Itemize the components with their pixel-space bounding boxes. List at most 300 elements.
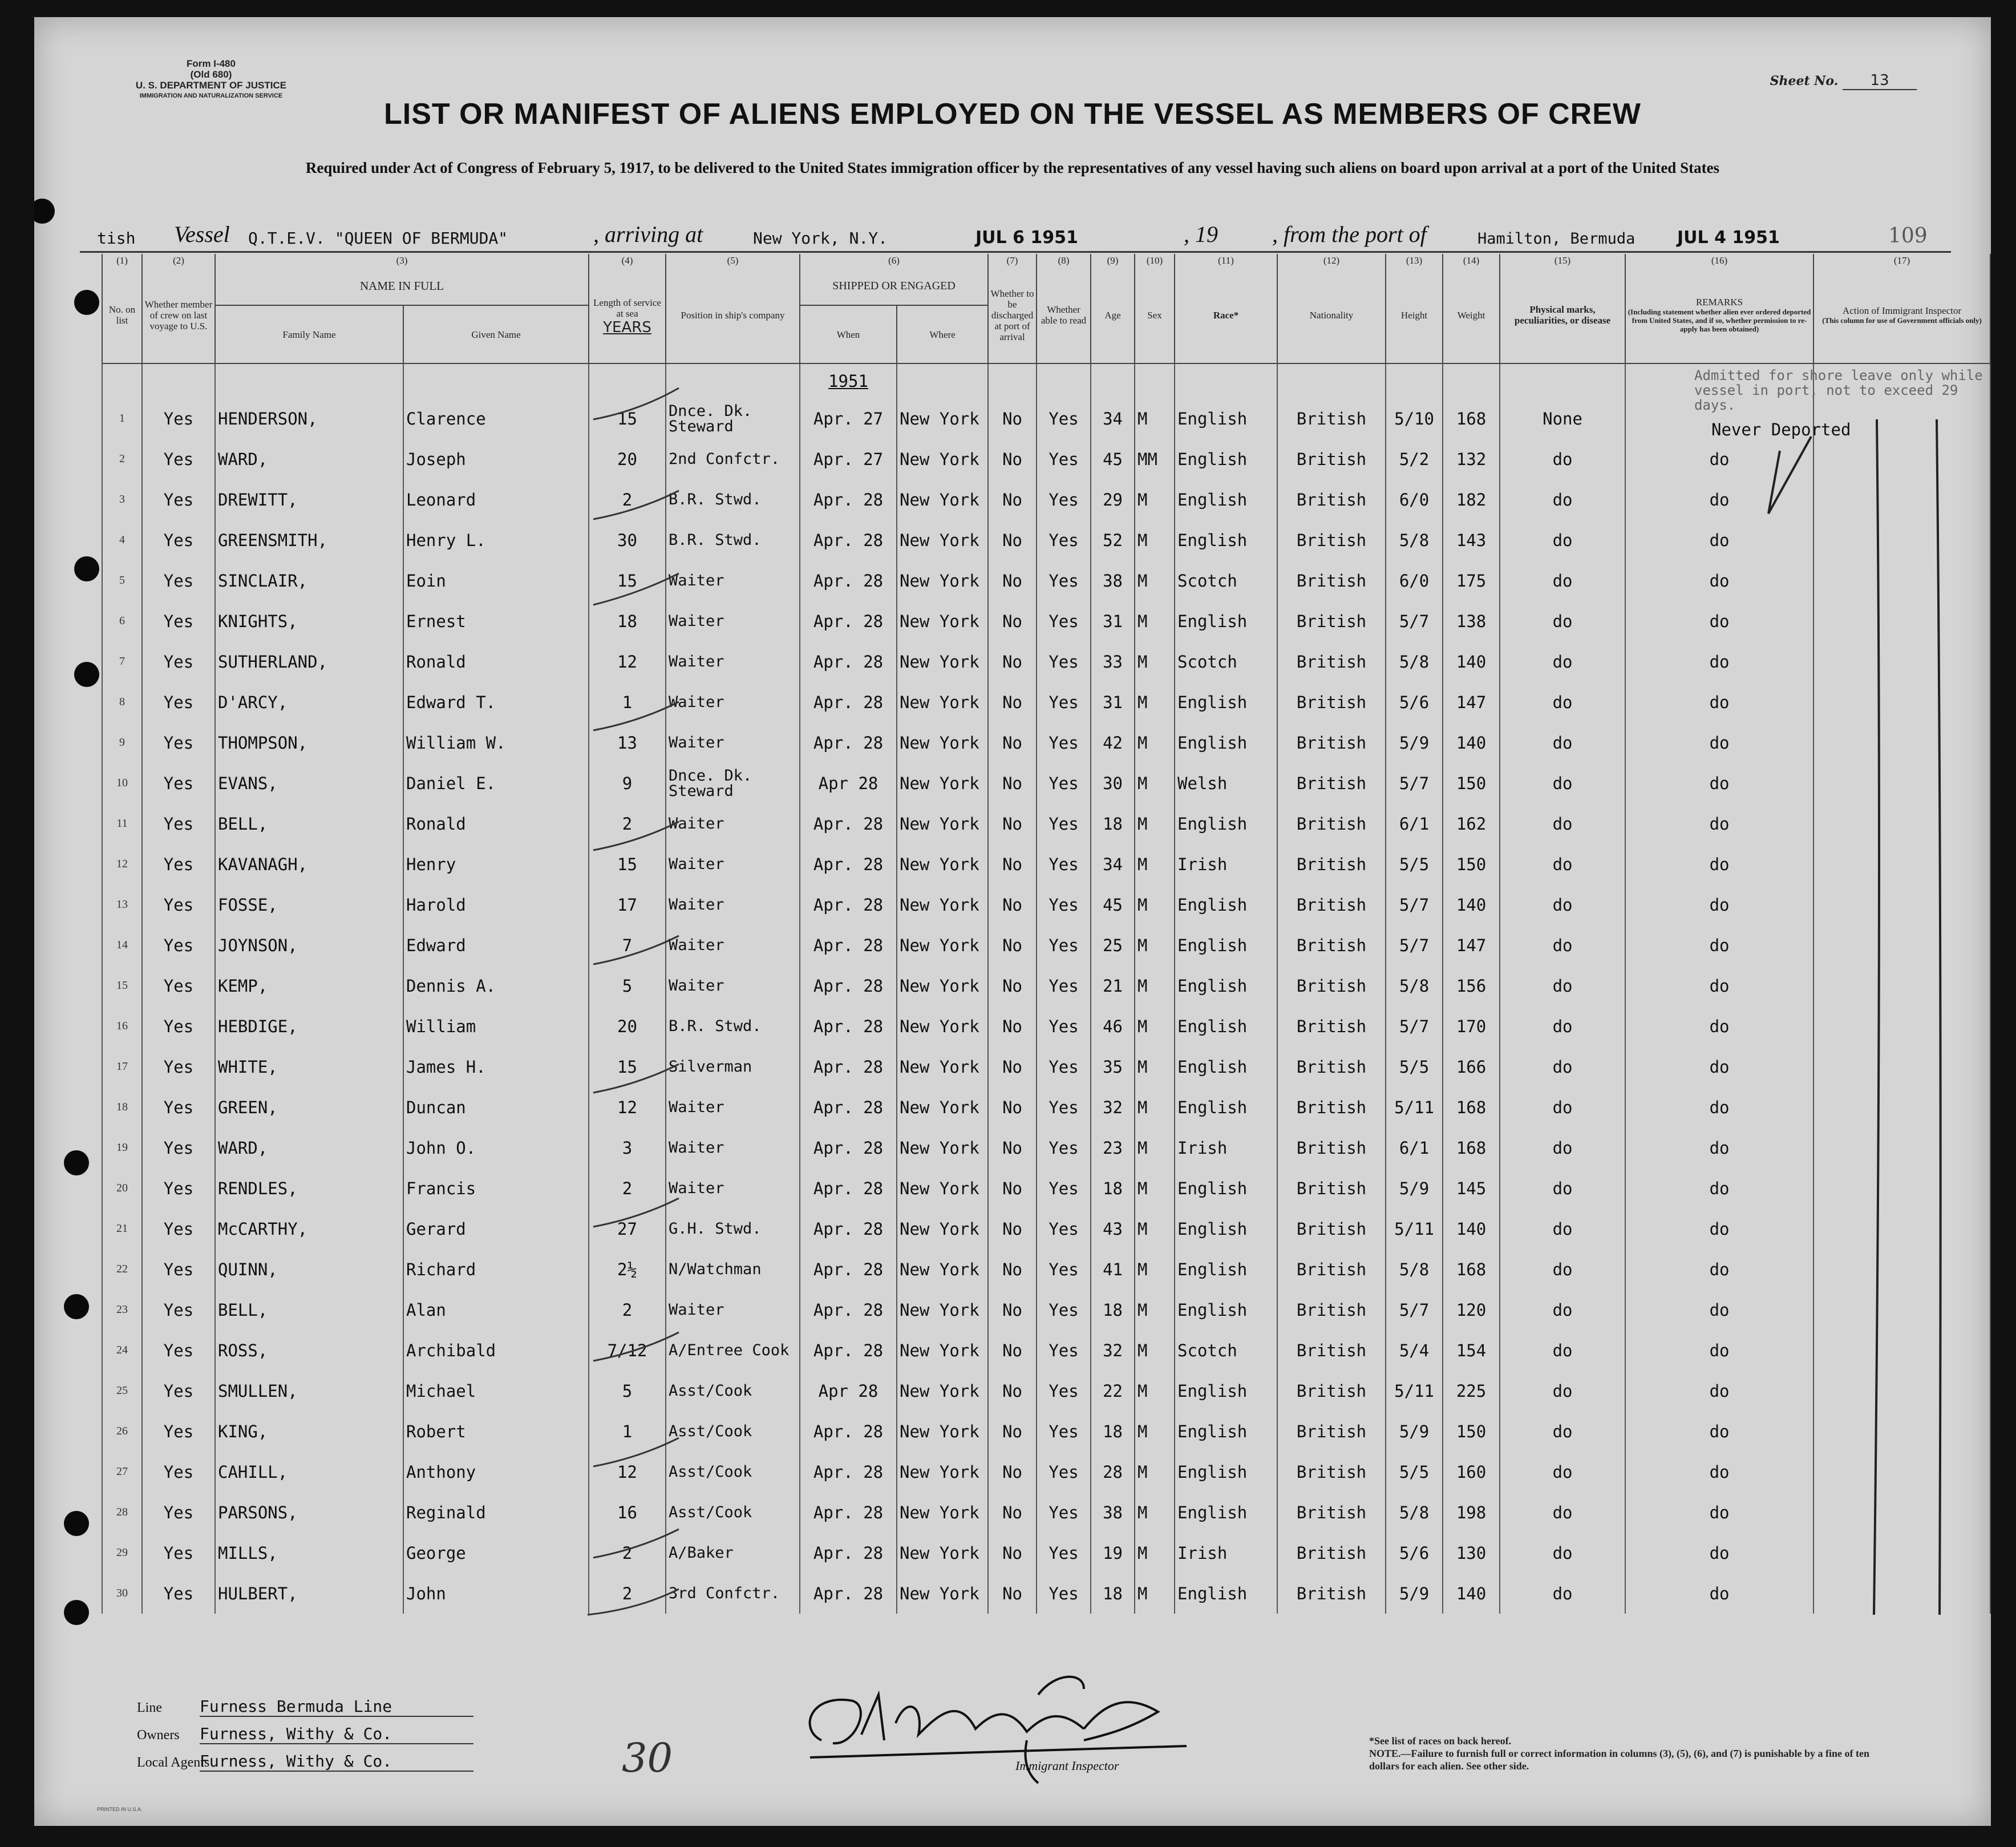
family-name: HEBDIGE, (215, 1006, 403, 1046)
shipped-when: Apr. 28 (800, 1411, 897, 1452)
crew-row (102, 601, 1990, 641)
position: Waiter (666, 965, 800, 1006)
shipped-when: Apr 28 (800, 763, 897, 803)
shipped-when: Apr. 28 (800, 1006, 897, 1046)
able-to-read: Yes (1037, 844, 1091, 884)
position: Dnce. Dk. Steward (666, 398, 800, 439)
able-to-read: Yes (1037, 1492, 1091, 1533)
crew-status: Yes (142, 1249, 215, 1290)
physical-marks: do (1500, 1290, 1625, 1330)
weight: 168 (1443, 398, 1500, 439)
crew-status: Yes (142, 1087, 215, 1127)
discharged: No (988, 1127, 1037, 1168)
nationality: British (1277, 722, 1386, 763)
family-name: McCARTHY, (215, 1209, 403, 1249)
discharged: No (988, 1249, 1037, 1290)
crew-row (102, 1371, 1990, 1411)
service-years: 2 (589, 1573, 666, 1614)
physical-marks: do (1500, 682, 1625, 722)
sex: M (1135, 520, 1175, 560)
able-to-read: Yes (1037, 479, 1091, 520)
race: English (1175, 1452, 1277, 1492)
position: Waiter (666, 682, 800, 722)
given-name: John (403, 1573, 589, 1614)
shipped-where: New York (897, 763, 988, 803)
nationality: British (1277, 803, 1386, 844)
height: 5/11 (1386, 1371, 1443, 1411)
age: 31 (1091, 682, 1135, 722)
service-years: 2 (589, 1168, 666, 1209)
position: Waiter (666, 844, 800, 884)
age: 25 (1091, 925, 1135, 965)
shipped-where: New York (897, 1290, 988, 1330)
weight: 140 (1443, 641, 1500, 682)
shipped-where: New York (897, 1209, 988, 1249)
inspector-action (1813, 1046, 1990, 1087)
crew-status: Yes (142, 398, 215, 439)
race: English (1175, 1209, 1277, 1249)
shipped-when: Apr. 28 (800, 1452, 897, 1492)
physical-marks: do (1500, 1411, 1625, 1452)
crew-status: Yes (142, 1209, 215, 1249)
punch-hole (74, 662, 99, 687)
inspector-action (1813, 763, 1990, 803)
position: Dnce. Dk. Steward (666, 763, 800, 803)
sex: M (1135, 398, 1175, 439)
height: 5/7 (1386, 763, 1443, 803)
col-height-header: Height (1386, 267, 1443, 363)
sex: M (1135, 682, 1175, 722)
remarks: do (1625, 682, 1813, 722)
physical-marks: do (1500, 1452, 1625, 1492)
family-name: KING, (215, 1411, 403, 1452)
age: 28 (1091, 1452, 1135, 1492)
nationality: British (1277, 1127, 1386, 1168)
height: 6/1 (1386, 803, 1443, 844)
given-name: Michael (403, 1371, 589, 1411)
shipped-when: Apr. 28 (800, 1209, 897, 1249)
line-label: Line (137, 1700, 162, 1715)
family-name: MILLS, (215, 1533, 403, 1573)
race: English (1175, 682, 1277, 722)
race: English (1175, 1411, 1277, 1452)
position: N/Watchman (666, 1249, 800, 1290)
inspector-action (1813, 682, 1990, 722)
weight: 168 (1443, 1127, 1500, 1168)
shipped-when: Apr. 28 (800, 641, 897, 682)
age: 19 (1091, 1533, 1135, 1573)
race: English (1175, 925, 1277, 965)
service-years: 5 (589, 965, 666, 1006)
weight: 143 (1443, 520, 1500, 560)
physical-marks: do (1500, 520, 1625, 560)
crew-status: Yes (142, 1330, 215, 1371)
given-name: William (403, 1006, 589, 1046)
given-name: Francis (403, 1168, 589, 1209)
position: Waiter (666, 641, 800, 682)
height: 5/7 (1386, 884, 1443, 925)
sex: M (1135, 925, 1175, 965)
row-number: 7 (102, 641, 142, 682)
shipped-where: New York (897, 1371, 988, 1411)
col-position-header: Position in ship's company (666, 267, 800, 363)
nationality: British (1277, 1168, 1386, 1209)
age: 18 (1091, 1573, 1135, 1614)
line-value: Furness Bermuda Line (200, 1697, 473, 1717)
crew-row (102, 1573, 1990, 1614)
position: Waiter (666, 601, 800, 641)
sex: M (1135, 1573, 1175, 1614)
owners-value: Furness, Withy & Co. (200, 1724, 473, 1744)
shipped-where: New York (897, 439, 988, 479)
nationality: British (1277, 1249, 1386, 1290)
able-to-read: Yes (1037, 1371, 1091, 1411)
shipped-when: Apr. 28 (800, 965, 897, 1006)
given-name: Leonard (403, 479, 589, 520)
height: 5/7 (1386, 1290, 1443, 1330)
able-to-read: Yes (1037, 1168, 1091, 1209)
col-remarks-header (1625, 267, 1813, 363)
inspector-action (1813, 1371, 1990, 1411)
crew-status: Yes (142, 965, 215, 1006)
row-number: 25 (102, 1371, 142, 1411)
position: Waiter (666, 1290, 800, 1330)
height: 5/4 (1386, 1330, 1443, 1371)
physical-marks: do (1500, 560, 1625, 601)
family-name: BELL, (215, 803, 403, 844)
sex: M (1135, 763, 1175, 803)
col-name-header: NAME IN FULL (215, 267, 589, 305)
col-family-name-header: Family Name (215, 305, 403, 363)
shipped-where: New York (897, 682, 988, 722)
col-age-header: Age (1091, 267, 1135, 363)
remarks: do (1625, 641, 1813, 682)
crew-status: Yes (142, 682, 215, 722)
inspector-action (1813, 601, 1990, 641)
nationality: British (1277, 965, 1386, 1006)
col-race-header: Race* (1175, 267, 1277, 363)
inspector-action (1813, 1087, 1990, 1127)
arrival-port: New York, N.Y. (753, 229, 888, 248)
able-to-read: Yes (1037, 520, 1091, 560)
remarks: do (1625, 1209, 1813, 1249)
inspector-signature (787, 1660, 1198, 1786)
crew-row (102, 1290, 1990, 1330)
punch-hole (34, 199, 55, 224)
physical-marks: do (1500, 884, 1625, 925)
shipped-where: New York (897, 884, 988, 925)
remarks: do (1625, 722, 1813, 763)
family-name: KNIGHTS, (215, 601, 403, 641)
given-name: John O. (403, 1127, 589, 1168)
physical-marks: do (1500, 1533, 1625, 1573)
remarks: do (1625, 560, 1813, 601)
row-number: 6 (102, 601, 142, 641)
row-number: 22 (102, 1249, 142, 1290)
col-4-number: (4) (589, 254, 666, 267)
height: 6/1 (1386, 1127, 1443, 1168)
family-name: KEMP, (215, 965, 403, 1006)
sex: M (1135, 1209, 1175, 1249)
weight: 162 (1443, 803, 1500, 844)
race: English (1175, 439, 1277, 479)
family-name: WHITE, (215, 1046, 403, 1087)
row-number: 5 (102, 560, 142, 601)
position: B.R. Stwd. (666, 520, 800, 560)
race: Scotch (1175, 560, 1277, 601)
never-deported-remark: Never Deported (1711, 420, 1851, 439)
family-name: RENDLES, (215, 1168, 403, 1209)
column-header-row (102, 267, 1990, 305)
height: 5/6 (1386, 682, 1443, 722)
col-7-number: (7) (988, 254, 1037, 267)
able-to-read: Yes (1037, 925, 1091, 965)
able-to-read: Yes (1037, 1127, 1091, 1168)
col-action-header (1813, 267, 1990, 363)
nationality: British (1277, 641, 1386, 682)
given-name: Robert (403, 1411, 589, 1452)
sex: M (1135, 1127, 1175, 1168)
shipped-when: Apr. 28 (800, 520, 897, 560)
family-name: SINCLAIR, (215, 560, 403, 601)
physical-marks: do (1500, 1249, 1625, 1290)
crew-row (102, 1087, 1990, 1127)
family-name: SUTHERLAND, (215, 641, 403, 682)
service-years: 12 (589, 1087, 666, 1127)
crew-status: Yes (142, 1127, 215, 1168)
given-name: Edward T. (403, 682, 589, 722)
col-nationality-header: Nationality (1277, 267, 1386, 363)
nationality: British (1277, 1046, 1386, 1087)
agents-row (137, 1747, 536, 1774)
row-number: 4 (102, 520, 142, 560)
race: English (1175, 1371, 1277, 1411)
position: Waiter (666, 1087, 800, 1127)
position: Silverman (666, 1046, 800, 1087)
physical-marks: do (1500, 803, 1625, 844)
discharged: No (988, 439, 1037, 479)
height: 5/9 (1386, 1411, 1443, 1452)
row-number: 13 (102, 884, 142, 925)
weight: 130 (1443, 1533, 1500, 1573)
able-to-read: Yes (1037, 601, 1091, 641)
discharged: No (988, 1411, 1037, 1452)
able-to-read: Yes (1037, 439, 1091, 479)
column-number-row (102, 254, 1990, 267)
given-name: Ernest (403, 601, 589, 641)
sex: M (1135, 1533, 1175, 1573)
given-name: George (403, 1533, 589, 1573)
crew-status: Yes (142, 439, 215, 479)
col-5-number: (5) (666, 254, 800, 267)
row-number: 21 (102, 1209, 142, 1249)
inspector-action (1813, 803, 1990, 844)
row-number: 15 (102, 965, 142, 1006)
shipped-when: Apr. 28 (800, 479, 897, 520)
shipped-when: Apr. 27 (800, 398, 897, 439)
col-17-number: (17) (1813, 254, 1990, 267)
age: 21 (1091, 965, 1135, 1006)
inspector-action (1813, 1127, 1990, 1168)
crew-row (102, 560, 1990, 601)
weight: 140 (1443, 884, 1500, 925)
physical-marks: do (1500, 1492, 1625, 1533)
year-marker: 1951 (800, 363, 897, 398)
service-years: 1 (589, 1411, 666, 1452)
age: 33 (1091, 641, 1135, 682)
remarks: do (1625, 1411, 1813, 1452)
race: Scotch (1175, 641, 1277, 682)
sex: M (1135, 722, 1175, 763)
sex: M (1135, 560, 1175, 601)
physical-marks: do (1500, 601, 1625, 641)
remarks: do (1625, 1573, 1813, 1614)
inspector-action (1813, 1209, 1990, 1249)
able-to-read: Yes (1037, 803, 1091, 844)
row-number: 2 (102, 439, 142, 479)
departure-date-stamp: JUL 4 1951 (1677, 228, 1780, 248)
able-to-read: Yes (1037, 1533, 1091, 1573)
nationality: British (1277, 520, 1386, 560)
shore-leave-remark: Admitted for shore leave only while vessel in port, not to exceed 29 days. (1694, 367, 1983, 413)
races-note: *See list of races on back hereof. (1369, 1735, 1512, 1747)
punch-hole (74, 290, 99, 315)
crew-status: Yes (142, 479, 215, 520)
shipped-where: New York (897, 722, 988, 763)
age: 32 (1091, 1087, 1135, 1127)
service-years: 9 (589, 763, 666, 803)
race: English (1175, 1168, 1277, 1209)
crew-status: Yes (142, 1573, 215, 1614)
height: 5/7 (1386, 925, 1443, 965)
crew-row (102, 965, 1990, 1006)
service-years: 27 (589, 1209, 666, 1249)
service-years: 2½ (589, 1249, 666, 1290)
col-service-label: Length of service at sea (593, 297, 661, 319)
discharged: No (988, 844, 1037, 884)
crew-rows (102, 363, 1990, 1614)
row-number: 3 (102, 479, 142, 520)
crew-status: Yes (142, 1046, 215, 1087)
inspector-action (1813, 965, 1990, 1006)
col-read-header: Whether able to read (1037, 267, 1091, 363)
punch-hole (64, 1294, 89, 1319)
race: English (1175, 965, 1277, 1006)
remarks: do (1625, 1533, 1813, 1573)
shipped-where: New York (897, 641, 988, 682)
row-number: 12 (102, 844, 142, 884)
row-number: 9 (102, 722, 142, 763)
punch-hole (64, 1600, 89, 1625)
able-to-read: Yes (1037, 398, 1091, 439)
weight: 166 (1443, 1046, 1500, 1087)
shipped-where: New York (897, 1533, 988, 1573)
discharged: No (988, 560, 1037, 601)
nationality: British (1277, 1006, 1386, 1046)
age: 18 (1091, 1411, 1135, 1452)
physical-marks: do (1500, 1371, 1625, 1411)
remarks: do (1625, 439, 1813, 479)
shipped-where: New York (897, 965, 988, 1006)
weight: 150 (1443, 844, 1500, 884)
discharged: No (988, 925, 1037, 965)
given-name: Anthony (403, 1452, 589, 1492)
height: 5/5 (1386, 1046, 1443, 1087)
shipped-where: New York (897, 1046, 988, 1087)
sex: M (1135, 1371, 1175, 1411)
sex: M (1135, 965, 1175, 1006)
sex: M (1135, 1330, 1175, 1371)
remarks: do (1625, 601, 1813, 641)
height: 5/7 (1386, 601, 1443, 641)
service-years: 1 (589, 682, 666, 722)
col-15-number: (15) (1500, 254, 1625, 267)
row-number: 11 (102, 803, 142, 844)
given-name: Harold (403, 884, 589, 925)
col-sex-header: Sex (1135, 267, 1175, 363)
manifest-sheet (34, 17, 1991, 1826)
row-number: 16 (102, 1006, 142, 1046)
row-number: 23 (102, 1290, 142, 1330)
service-years: 15 (589, 844, 666, 884)
nationality: British (1277, 601, 1386, 641)
family-name: DREWITT, (215, 479, 403, 520)
shipped-when: Apr. 28 (800, 1533, 897, 1573)
col-crew-header: Whether member of crew on last voyage to U.S. (142, 267, 215, 363)
inspector-action (1813, 479, 1990, 520)
family-name: D'ARCY, (215, 682, 403, 722)
race: English (1175, 803, 1277, 844)
shipped-where: New York (897, 1006, 988, 1046)
remarks: do (1625, 965, 1813, 1006)
discharged: No (988, 682, 1037, 722)
weight: 138 (1443, 601, 1500, 641)
nationality: British (1277, 560, 1386, 601)
crew-manifest-table (102, 254, 1991, 1614)
weight: 182 (1443, 479, 1500, 520)
age: 32 (1091, 1330, 1135, 1371)
given-name: Joseph (403, 439, 589, 479)
punch-hole (64, 1150, 89, 1175)
service-years: 3 (589, 1127, 666, 1168)
crew-status: Yes (142, 1411, 215, 1452)
service-years: 18 (589, 601, 666, 641)
physical-marks: do (1500, 1573, 1625, 1614)
col-14-number: (14) (1443, 254, 1500, 267)
shipped-when: Apr. 28 (800, 1492, 897, 1533)
col-remarks-label: REMARKS (1695, 297, 1743, 308)
discharged: No (988, 1371, 1037, 1411)
row-number: 27 (102, 1452, 142, 1492)
position: Asst/Cook (666, 1492, 800, 1533)
able-to-read: Yes (1037, 1087, 1091, 1127)
age: 22 (1091, 1371, 1135, 1411)
service-years: 20 (589, 1006, 666, 1046)
shipped-when: Apr. 28 (800, 1087, 897, 1127)
given-name: Henry (403, 844, 589, 884)
age: 34 (1091, 844, 1135, 884)
shipped-where: New York (897, 1330, 988, 1371)
weight: 150 (1443, 763, 1500, 803)
shipped-when: Apr. 28 (800, 844, 897, 884)
discharged: No (988, 520, 1037, 560)
col-remarks-note: (Including statement whether alien ever ordered deported from United States, and if so, whether permission to re-apply has been obtained) (1628, 308, 1811, 333)
service-years: 2 (589, 1290, 666, 1330)
race: English (1175, 601, 1277, 641)
col-16-number: (16) (1625, 254, 1813, 267)
physical-marks: do (1500, 479, 1625, 520)
given-name: Dennis A. (403, 965, 589, 1006)
